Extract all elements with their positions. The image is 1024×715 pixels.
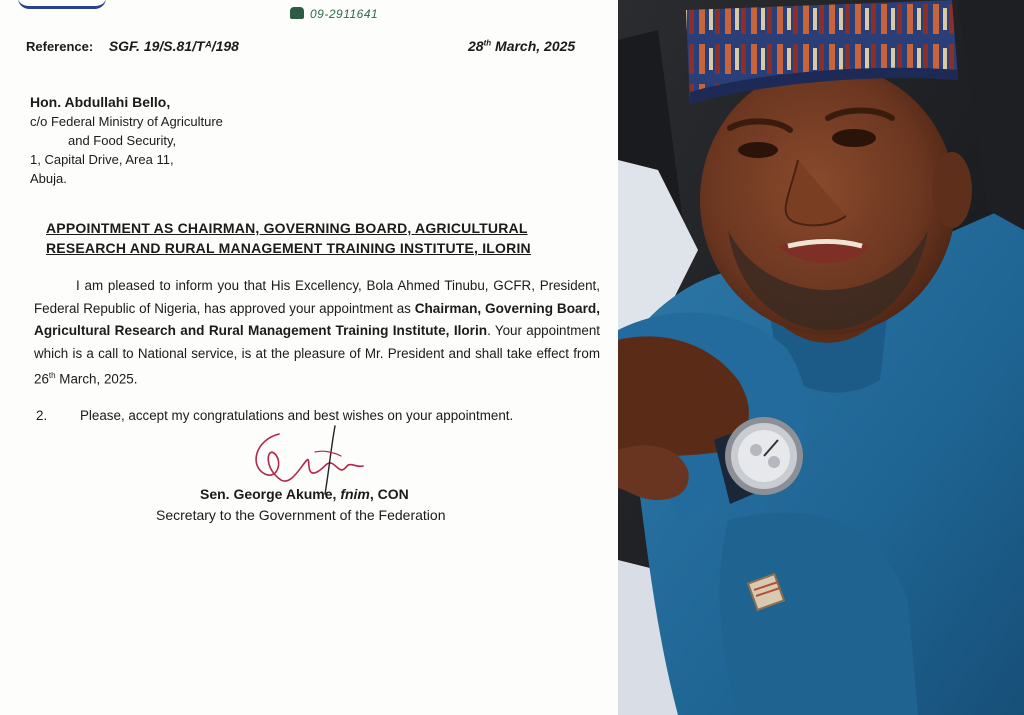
address-line-2: and Food Security,	[68, 133, 177, 148]
para1-date-suffix: th	[48, 371, 56, 380]
recipient-address	[30, 93, 223, 188]
subject-line-2: RESEARCH AND RURAL MANAGEMENT TRAINING INSTITUTE, ILORIN	[46, 240, 531, 256]
address-line-3: 1, Capital Drive, Area 11,	[30, 152, 174, 167]
para1-appointment-title: Chairman, Governing Board, Agricultural Research and Rural Management Training Institute, Ilorin	[34, 300, 600, 338]
signatory-name-text: Sen. George Akume,	[200, 486, 341, 502]
reference-label: Reference:	[26, 39, 94, 54]
letter-subject	[46, 218, 586, 258]
date-month-year: March, 2025	[491, 38, 576, 54]
reference-number: SGF. 19/S.81/Tᴬ/198	[108, 38, 239, 54]
address-line-4: Abuja.	[30, 171, 67, 186]
signatory-honours: fnim	[340, 486, 370, 502]
body-paragraph-1	[34, 275, 600, 391]
para1-text-b: . Your appointment which is a call to National service, is at the pleasure of Mr. President and shall take effect from 26	[34, 323, 600, 387]
para2-text: Please, accept my congratulations and best wishes on your appointment.	[80, 408, 514, 423]
portrait-photo	[618, 0, 1024, 715]
recipient-name: Hon. Abdullahi Bello,	[30, 94, 171, 110]
telephone-icon	[290, 7, 304, 19]
date-suffix: th	[483, 38, 492, 48]
para1-text-a: I am pleased to inform you that His Excellency, Bola Ahmed Tinubu, GCFR, President, Federal Republic of Nigeria, has approved your appointment as	[34, 278, 600, 316]
para2-number: 2.	[36, 408, 48, 423]
subject-line-1: APPOINTMENT AS CHAIRMAN, GOVERNING BOARD, AGRICULTURAL	[46, 220, 528, 236]
address-line-1: c/o Federal Ministry of Agriculture	[30, 114, 223, 129]
body-paragraph-2	[36, 408, 513, 423]
portrait-illustration	[618, 0, 1024, 715]
signatory-honours-rest: , CON	[369, 486, 409, 502]
date-day: 28	[468, 38, 484, 54]
letterhead-crest-fragment	[18, 0, 106, 9]
para1-text-c: March, 2025.	[55, 371, 138, 387]
phone-number: 09-2911641	[310, 7, 379, 21]
signatory-title: Secretary to the Government of the Federation	[156, 507, 446, 523]
signatory-name	[200, 486, 409, 502]
letterhead-phone	[290, 7, 378, 21]
letter-date	[468, 38, 575, 54]
reference-line	[26, 38, 239, 54]
